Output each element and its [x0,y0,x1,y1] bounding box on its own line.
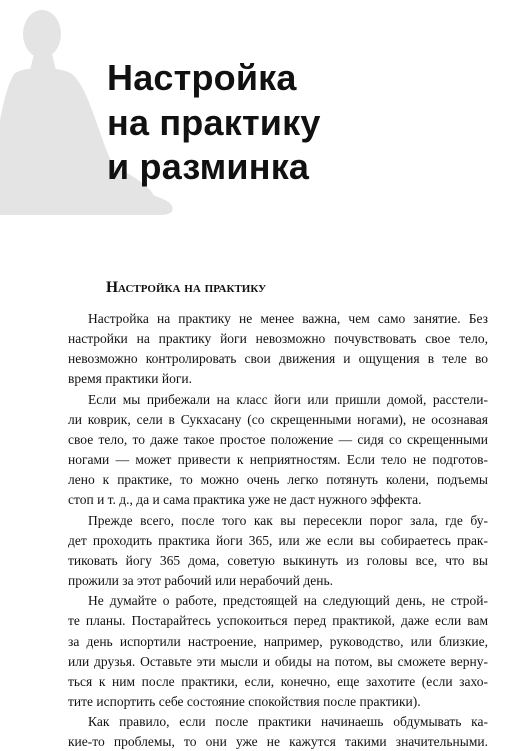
text-line: ли коврик, сели в Сукхасану (со скрещенными ногами), не осознавая [68,411,488,427]
paragraph [68,309,488,390]
text-line: стоп и т. д., да и сама практика уже не даст нужного эффекта. [68,492,422,508]
text-line: ногами — может привести к неприятностям. Если тело не подготов- [68,452,488,468]
text-line: ться к ним после практики, если, конечно, еще захотите (если захо- [68,673,488,689]
text-line: тите испортить себе состояние спокойствия после практики). [68,693,421,709]
text-line: лено к практике, то можно очень легко потянуть колени, подъемы [68,472,488,488]
chapter-title-line: и разминка [107,146,310,187]
paragraph [68,712,488,751]
text-line: свое тело, то даже такое простое положение — сидя со скрещенными [68,431,488,447]
text-line: или друзья. Оставьте эти мысли и обиды на потом, вы сможете верну- [68,653,488,669]
chapter-title [107,56,321,190]
chapter-title-line: на практику [107,101,321,143]
text-line: прожили за этот рабочий или нерабочий день. [68,573,333,589]
paragraph [68,591,488,712]
text-line: время практики йоги. [68,371,192,387]
paragraph [68,390,488,511]
text-line: дет проходить практика йоги 365, или же если вы собираетесь прак- [68,532,488,548]
text-line: Как правило, если после практики начинаешь обдумывать ка- [88,714,488,730]
text-line: кие-то проблемы, то они уже не кажутся такими значительными. [68,734,488,750]
text-line: Не думайте о работе, предстоящей на следующий день, не строй- [88,593,488,609]
text-line: за день испортили настроение, например, руководство, или близкие, [68,633,488,649]
text-line: Если мы прибежали на класс йоги или пришли домой, расстели- [88,391,488,407]
section-heading: Настройка на практику [106,279,267,296]
paragraph [68,511,488,592]
text-line: Прежде всего, после того как вы пересекли порог зала, где бу- [88,512,488,528]
text-line: Настройка на практику не менее важна, чем само занятие. Без [88,311,488,326]
body-text [68,309,488,751]
text-line: те планы. Постарайтесь успокоиться перед практикой, даже если вам [68,613,488,629]
chapter-title-line: Настройка [107,57,297,98]
text-line: невозможно контролировать свои движения и ощущения в теле во [68,351,488,367]
text-line: настройки на практику йоги невозможно почувствовать свое тело, [68,331,488,347]
text-line: тиковать йогу 365 дома, советую выкинуть из головы все, что вы [68,552,488,568]
